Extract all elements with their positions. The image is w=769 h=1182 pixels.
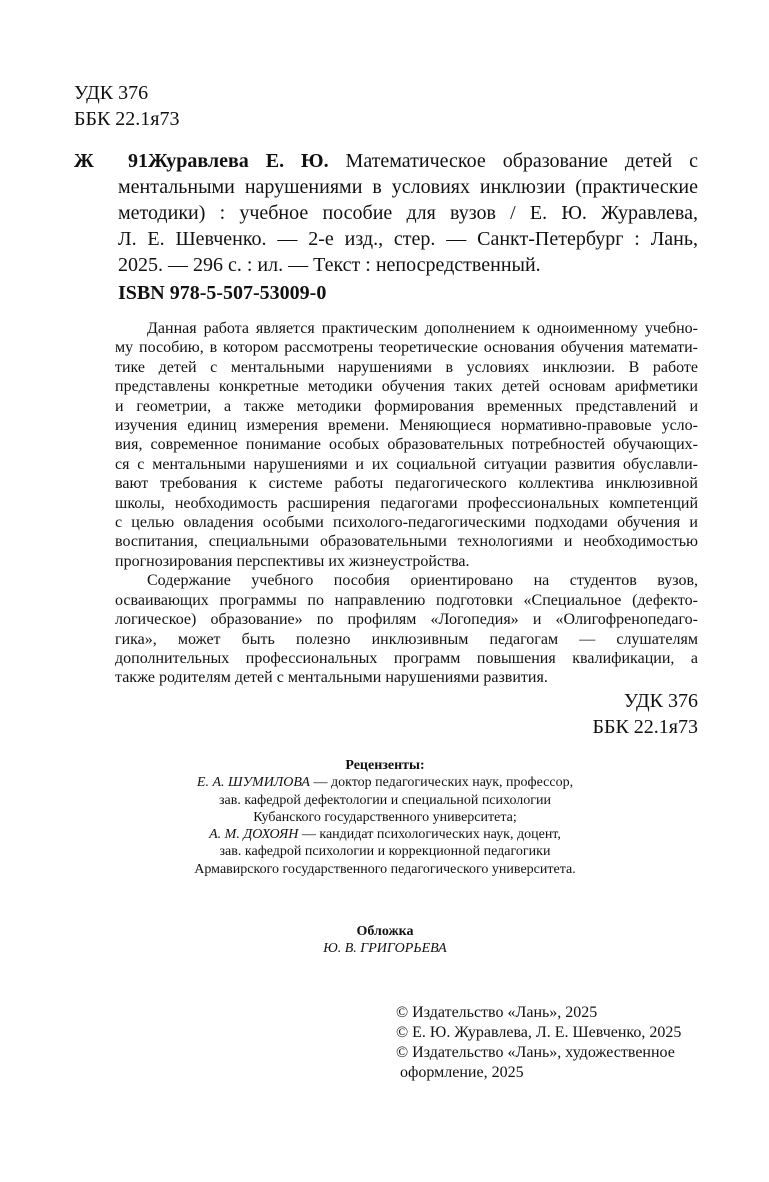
abstract-line: ся с ментальными нарушениями и их социальной ситуации развития обуславли-: [115, 455, 698, 473]
biblio-line-4: Л. Е. Шевченко. — 2-е изд., стер. — Санкт-Петербург : Лань,: [118, 228, 698, 250]
bbk-code: ББК 22.1я73: [74, 108, 180, 130]
abstract-line: представлены конкретные методики обучения таких детей основам арифметики: [115, 378, 698, 396]
abstract-line: и геометрии, а также методики формирования временных представлений и: [115, 397, 698, 415]
reviewer-2-org: Армавирского государственного педагогического университета.: [194, 861, 576, 877]
cover-credit: [115, 923, 655, 958]
abstract-line: воспитания, специальными образовательными технологиями и необходимостью: [115, 533, 698, 551]
biblio-line-1: [74, 148, 698, 174]
biblio-line-3: методики) : учебное пособие для вузов / Е. Ю. Журавлева,: [118, 202, 698, 224]
biblio-line-5: 2025. — 296 с. : ил. — Текст : непосредственный.: [118, 254, 541, 276]
reviewer-1-org: Кубанского государственного университета;: [253, 809, 517, 825]
abstract-line: также родителям детей с ментальными нарушениями развития.: [115, 669, 548, 687]
udk-bbk-header: [74, 80, 180, 132]
abstract-line: дополнительных профессиональных программ повышения квалификации, а: [115, 649, 698, 667]
abstract-line: гика», может быть полезно инклюзивным педагогам — слушателям: [115, 630, 698, 648]
abstract-line: прогнозирования перспективы их жизнеустройства.: [115, 552, 470, 570]
cover-title: Обложка: [356, 924, 414, 939]
reviewer-1: [115, 774, 655, 791]
udk-code: УДК 376: [623, 690, 698, 712]
copyright-line: © Издательство «Лань», 2025: [396, 1004, 598, 1021]
bibliographic-record: [74, 148, 698, 278]
reviewer-2-desc: — кандидат психологических наук, доцент,: [298, 827, 561, 843]
title-start: Математическое образование детей с: [345, 150, 699, 172]
reviewer-2-position: зав. кафедрой психологии и коррекционной педагогики: [219, 844, 551, 860]
abstract-line: осваивающих программы по направлению подготовки «Специальное (дефекто-: [115, 591, 698, 609]
reviewer-2: [115, 826, 655, 843]
abstract-line: вают требования к системе работы педагогического коллектива инклюзивной: [115, 475, 698, 493]
abstract-line: му пособию, в котором рассмотрены теоретические основания обучения математи-: [115, 339, 698, 357]
abstract-line: с целью овладения особыми психолого-педагогическими подходами обучения и: [115, 514, 698, 532]
cover-designer: Ю. В. ГРИГОРЬЕВА: [323, 941, 447, 957]
udk-code: УДК 376: [74, 82, 149, 104]
abstract-line: Данная работа является практическим дополнением к одноименному учебно-: [147, 320, 698, 337]
biblio-line-2: ментальными нарушениями в условиях инклюзии (практические: [118, 176, 698, 198]
copyright-line: оформление, 2025: [400, 1064, 524, 1081]
reviewer-2-name: А. М. ДОХОЯН: [209, 827, 299, 843]
reviewers-title: Рецензенты:: [345, 758, 425, 773]
copyright-line: © Издательство «Лань», художественное: [396, 1044, 675, 1061]
isbn: ISBN 978-5-507-53009-0: [118, 282, 327, 304]
copyright-line: © Е. Ю. Журавлева, Л. Е. Шевченко, 2025: [396, 1024, 682, 1041]
abstract-line: вия, современное понимание особых образовательных потребностей обучающих-: [115, 436, 698, 454]
reviewers-block: [115, 757, 655, 878]
abstract-line: Содержание учебного пособия ориентировано на студентов вузов,: [147, 572, 698, 590]
udk-bbk-footer: [560, 688, 698, 740]
reviewer-1-name: Е. А. ШУМИЛОВА: [196, 775, 310, 791]
abstract-line: тике детей с ментальными нарушениями в условиях инклюзии. В работе: [115, 358, 698, 376]
author-name: Журавлева Е. Ю.: [148, 150, 329, 172]
copyright-block: [396, 1003, 681, 1083]
abstract: [115, 319, 698, 688]
abstract-line: логическое) образование» по профилям «Логопедия» и «Олигофренопедаго-: [115, 611, 698, 629]
reviewer-1-desc: — доктор педагогических наук, профессор,: [309, 775, 574, 791]
author-mark: Ж 91: [74, 150, 148, 172]
reviewer-1-position: зав. кафедрой дефектологии и специальной психологии: [218, 792, 552, 808]
bbk-code: ББК 22.1я73: [592, 716, 698, 738]
abstract-line: изучения единиц измерения времени. Меняющиеся нормативно-правовые усло-: [115, 417, 698, 435]
abstract-line: школы, необходимость расширения педагогами профессиональных компетенций: [115, 494, 698, 512]
